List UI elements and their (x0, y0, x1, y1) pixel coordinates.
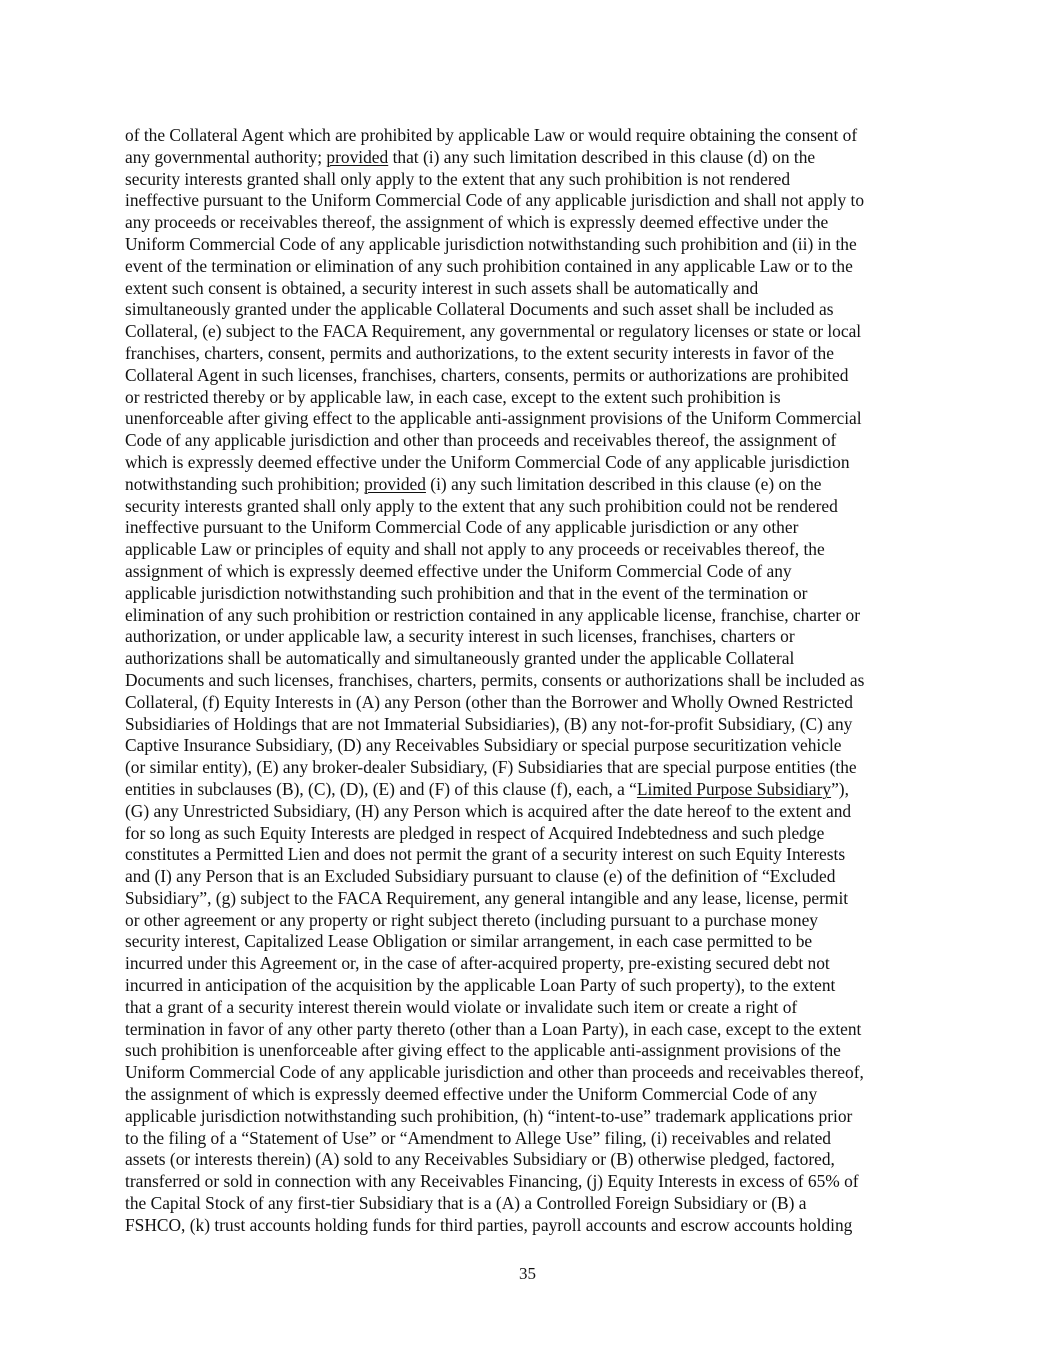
text-segment: elimination of any such prohibition or restriction contained in any applicable license, franchise, charter or (125, 604, 860, 625)
text-line (125, 212, 935, 234)
text-segment: of the Collateral Agent which are prohibited by applicable Law or would require obtaining the consent of (125, 125, 858, 145)
text-line (125, 539, 935, 561)
text-line (125, 1019, 935, 1041)
text-segment: ”), (831, 778, 849, 799)
text-segment: Documents and such licenses, franchises, charters, permits, consents or authorizations shall be included as (125, 669, 865, 690)
page-number: 35 (519, 1264, 536, 1283)
text-segment: applicable jurisdiction notwithstanding such prohibition and that in the event of the termination or (125, 582, 808, 603)
text-line (125, 888, 935, 910)
text-segment: constitutes a Permitted Lien and does not permit the grant of a security interest on such Equity Interests (125, 844, 846, 865)
underlined-term: provided (364, 473, 426, 494)
text-segment: termination in favor of any other party thereto (other than a Loan Party), in each case, except to the extent (125, 1018, 862, 1039)
text-segment: the Capital Stock of any first-tier Subsidiary that is a (A) a Controlled Foreign Subsidiary or (B) a (125, 1193, 807, 1214)
text-segment: entities in subclauses (B), (C), (D), (E) and (F) of this clause (f), each, a “ (125, 778, 637, 799)
text-line (125, 1149, 935, 1171)
text-segment: notwithstanding such prohibition; (125, 473, 365, 494)
text-line (125, 1062, 935, 1084)
text-segment: simultaneously granted under the applicable Collateral Documents and such asset shall be included as (125, 299, 834, 320)
text-line (125, 147, 935, 169)
text-line (125, 430, 935, 452)
text-line (125, 1215, 935, 1237)
text-segment: unenforceable after giving effect to the applicable anti-assignment provisions of the Uniform Commercial (125, 408, 862, 429)
text-line (125, 343, 935, 365)
text-segment: or restricted thereby or by applicable law, in each case, except to the extent such prohibition is (125, 386, 781, 407)
text-line (125, 1171, 935, 1193)
text-segment: Collateral, (e) subject to the FACA Requirement, any governmental or regulatory licenses or state or local (125, 321, 862, 342)
text-segment: to the filing of a “Statement of Use” or “Amendment to Allege Use” filing, (i) receivables and related (125, 1127, 832, 1148)
text-line (125, 190, 935, 212)
text-segment: such prohibition is unenforceable after giving effect to the applicable anti-assignment provisions of the (125, 1040, 841, 1061)
text-line (125, 561, 935, 583)
text-segment: Collateral, (f) Equity Interests in (A) any Person (other than the Borrower and Wholly Owned Restricted (125, 691, 853, 712)
body-paragraph (125, 125, 935, 1237)
text-line (125, 735, 935, 757)
text-line (125, 125, 935, 147)
text-segment: (G) any Unrestricted Subsidiary, (H) any Person which is acquired after the date hereof to the extent and (125, 800, 852, 821)
text-line (125, 931, 935, 953)
text-line (125, 278, 935, 300)
text-line (125, 1040, 935, 1062)
text-line (125, 387, 935, 409)
text-segment: assets (or interests therein) (A) sold to any Receivables Subsidiary or (B) otherwise pledged, factored, (125, 1149, 835, 1170)
text-line (125, 452, 935, 474)
text-segment: authorizations shall be automatically and simultaneously granted under the applicable Collateral (125, 648, 795, 669)
text-segment: franchises, charters, consent, permits and authorizations, to the extent security interests in favor of the (125, 342, 834, 363)
text-line (125, 321, 935, 343)
text-segment: ineffective pursuant to the Uniform Commercial Code of any applicable jurisdiction and shall not apply to (125, 190, 865, 211)
text-line (125, 605, 935, 627)
text-line (125, 1106, 935, 1128)
text-segment: that (i) any such limitation described in this clause (d) on the (388, 146, 816, 167)
text-segment: ineffective pursuant to the Uniform Commercial Code of any applicable jurisdiction or any other (125, 517, 799, 538)
text-line (125, 844, 935, 866)
text-line (125, 670, 935, 692)
text-segment: Subsidiary”, (g) subject to the FACA Requirement, any general intangible and any lease, license, permit (125, 887, 849, 908)
text-line (125, 626, 935, 648)
text-segment: for so long as such Equity Interests are pledged in respect of Acquired Indebtedness and such pledge (125, 822, 825, 843)
text-line (125, 299, 935, 321)
text-segment: extent such consent is obtained, a security interest in such assets shall be automatically and (125, 277, 759, 298)
text-line (125, 953, 935, 975)
text-segment: FSHCO, (k) trust accounts holding funds for third parties, payroll accounts and escrow accounts holding (125, 1214, 853, 1235)
text-line (125, 692, 935, 714)
text-segment: Uniform Commercial Code of any applicable jurisdiction and other than proceeds and receivables thereof, (125, 1062, 864, 1083)
text-segment: Uniform Commercial Code of any applicable jurisdiction notwithstanding such prohibition and (ii) in the (125, 233, 857, 254)
text-line (125, 583, 935, 605)
text-segment: authorization, or under applicable law, a security interest in such licenses, franchises, charters or (125, 626, 795, 647)
text-line (125, 1128, 935, 1150)
text-line (125, 779, 935, 801)
underlined-term: provided (326, 146, 389, 167)
text-segment: (or similar entity), (E) any broker-dealer Subsidiary, (F) Subsidiaries that are special purpose entities (the (125, 757, 857, 778)
text-segment: transferred or sold in connection with any Receivables Financing, (j) Equity Interests in excess of 65% of (125, 1171, 859, 1192)
text-segment: Code of any applicable jurisdiction and other than proceeds and receivables thereof, the assignment of (125, 430, 837, 451)
text-line (125, 997, 935, 1019)
text-segment: which is expressly deemed effective under the Uniform Commercial Code of any applicable jurisdiction (125, 451, 850, 472)
text-line (125, 234, 935, 256)
text-line (125, 648, 935, 670)
text-segment: event of the termination or elimination of any such prohibition contained in any applicable Law or to the (125, 255, 853, 276)
text-segment: any governmental authority; (125, 146, 327, 167)
text-segment: Subsidiaries of Holdings that are not Immaterial Subsidiaries), (B) any not-for-profit Subsidiary, (C) any (125, 713, 853, 734)
text-line (125, 256, 935, 278)
text-segment: and (I) any Person that is an Excluded Subsidiary pursuant to clause (e) of the definition of “Excluded (125, 866, 836, 887)
text-line (125, 496, 935, 518)
text-line (125, 757, 935, 779)
text-segment: or other agreement or any property or right subject thereto (including pursuant to a purchase money (125, 909, 818, 930)
text-segment: assignment of which is expressly deemed effective under the Uniform Commercial Code of any (125, 560, 792, 581)
text-line (125, 1084, 935, 1106)
text-line (125, 1193, 935, 1215)
text-line (125, 169, 935, 191)
text-line (125, 866, 935, 888)
text-segment: any proceeds or receivables thereof, the assignment of which is expressly deemed effective under the (125, 212, 829, 233)
text-line (125, 517, 935, 539)
text-segment: security interests granted shall only apply to the extent that any such prohibition is not rendered (125, 168, 791, 189)
text-segment: security interests granted shall only apply to the extent that any such prohibition could not be rendered (125, 495, 838, 516)
text-line (125, 823, 935, 845)
underlined-term: Limited Purpose Subsidiary (636, 778, 832, 799)
text-line (125, 975, 935, 997)
text-segment: security interest, Capitalized Lease Obligation or similar arrangement, in each case permitted to be (125, 931, 813, 952)
text-segment: (i) any such limitation described in this clause (e) on the (425, 473, 822, 494)
text-line (125, 801, 935, 823)
text-segment: Captive Insurance Subsidiary, (D) any Receivables Subsidiary or special purpose securitization vehicle (125, 735, 842, 756)
text-line (125, 408, 935, 430)
text-segment: Collateral Agent in such licenses, franchises, charters, consents, permits or authorizations are prohibited (125, 364, 849, 385)
text-segment: the assignment of which is expressly deemed effective under the Uniform Commercial Code of any (125, 1084, 818, 1105)
text-segment: incurred in anticipation of the acquisition by the applicable Loan Party of such property), to the extent (125, 975, 836, 996)
text-segment: applicable Law or principles of equity and shall not apply to any proceeds or receivables thereof, the (125, 539, 825, 560)
text-line (125, 714, 935, 736)
text-line (125, 474, 935, 496)
text-segment: that a grant of a security interest therein would violate or invalidate such item or create a right of (125, 996, 798, 1017)
text-line (125, 365, 935, 387)
text-line (125, 910, 935, 932)
text-segment: incurred under this Agreement or, in the case of after-acquired property, pre-existing secured debt not (125, 953, 830, 974)
text-segment: applicable jurisdiction notwithstanding such prohibition, (h) “intent-to-use” trademark applications prior (125, 1105, 853, 1126)
